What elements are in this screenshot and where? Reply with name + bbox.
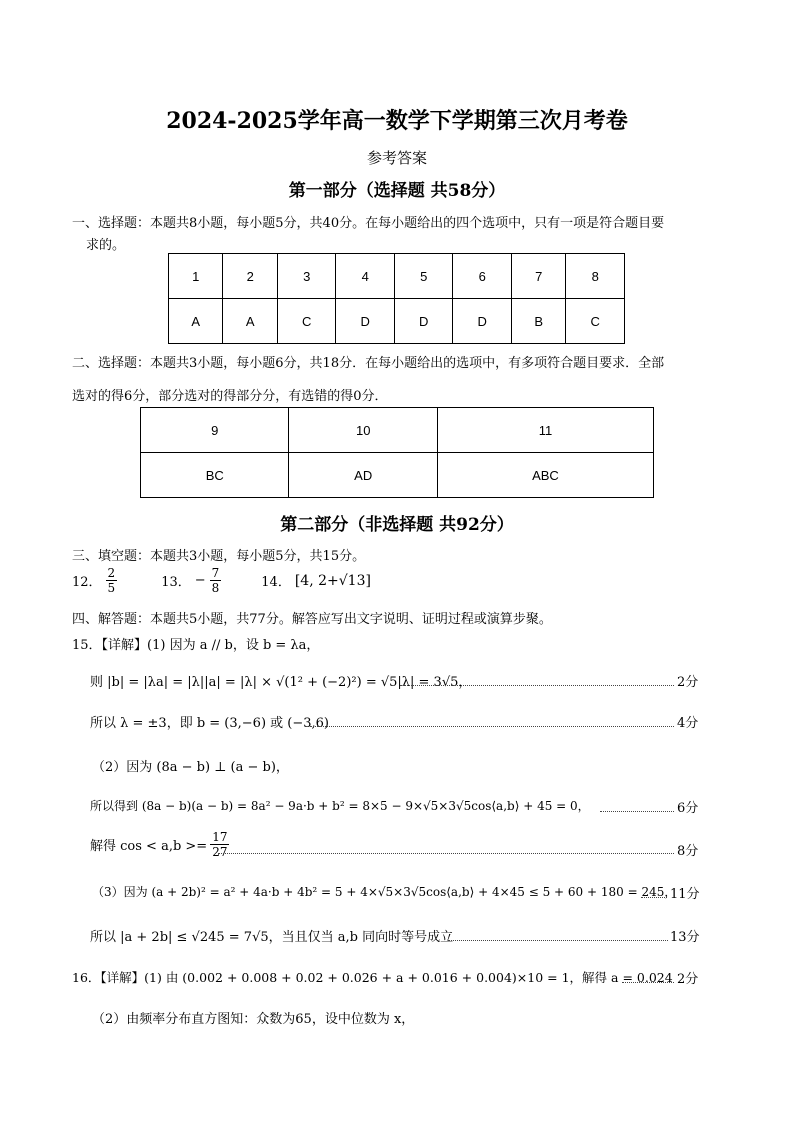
section1-instructions: 一、选择题：本题共8小题，每小题5分，共40分。在每小题给出的四个选项中，只有一项是符合题目要 [72, 216, 665, 231]
score-label: 6分 [677, 801, 699, 816]
section2-instructions: 二、选择题：本题共3小题，每小题6分，共18分．在每小题给出的选项中，有多项符合题目要求．全部 [72, 356, 665, 371]
answer-cell: D [336, 299, 395, 344]
answer-table-multi-choice [140, 407, 654, 498]
q13-denominator: 8 [211, 581, 220, 595]
answer-cell: A [223, 299, 277, 344]
question-number-cell: 7 [512, 254, 566, 299]
q15-line7: 所以 |a + 2b| ≤ √245 = 7√5，当且仅当 a,b 同向时等号成立 [90, 930, 454, 945]
part1-heading: 第一部分（选择题 共58分） [288, 181, 506, 201]
leader-dots [400, 685, 674, 686]
q12-fraction [106, 566, 118, 595]
q15-line5-text: 解得 cos < a,b >= [90, 839, 208, 854]
score-label: 11分 [670, 887, 700, 902]
q15-line4: 所以得到 (8a − b)(a − b) = 8a² − 9a·b + b² = 8×5 − 9×√5×3√5cos⟨a,b⟩ + 45 = 0， [90, 799, 590, 813]
answer-cell: B [512, 299, 566, 344]
answer-table-single-choice [168, 253, 625, 344]
leader-dots [600, 811, 674, 812]
q12-numerator: 2 [107, 566, 116, 580]
cos-denominator: 27 [212, 845, 228, 859]
leader-dots [448, 940, 668, 941]
question-number-cell: 9 [141, 408, 289, 453]
table-answer-row [169, 299, 625, 344]
q13-label: 13． [161, 575, 191, 590]
q13-numerator: 7 [211, 566, 220, 580]
q13-sign: − [194, 573, 206, 588]
question-number-cell: 4 [336, 254, 395, 299]
score-label: 2分 [677, 675, 699, 690]
section4-instructions: 四、解答题：本题共5小题，共77分。解答应写出文字说明、证明过程或演算步聚。 [72, 612, 552, 627]
q15-line2: 所以 λ = ±3，即 b = (3,−6) 或 (−3,6) [90, 716, 329, 731]
table-answer-row [141, 453, 654, 498]
q16-line1: 16．【详解】(1) 由 (0.002 + 0.008 + 0.02 + 0.026 + a + 0.016 + 0.004)×10 = 1，解得 a = 0.024 [72, 970, 673, 985]
cos-numerator: 17 [212, 830, 228, 844]
leader-dots [641, 897, 667, 898]
answer-cell: C [566, 299, 625, 344]
question-number-cell: 8 [566, 254, 625, 299]
answer-cell: D [453, 299, 512, 344]
table-header-row [141, 408, 654, 453]
q12-denominator: 5 [107, 581, 116, 595]
question-number-cell: 2 [223, 254, 277, 299]
q14-answer: [4, 2+√13] [294, 572, 371, 589]
answer-cell: C [277, 299, 336, 344]
q15-line6: （3）因为 (a + 2b)² = a² + 4a·b + 4b² = 5 + 4×√5×3√5cos⟨a,b⟩ + 4×45 ≤ 5 + 60 + 180 = 245， [92, 885, 677, 899]
answer-cell: D [394, 299, 453, 344]
cos-fraction [210, 830, 229, 859]
q13-fraction [210, 566, 222, 595]
answer-cell: BC [141, 453, 289, 498]
question-number-cell: 11 [437, 408, 653, 453]
score-label: 8分 [677, 844, 699, 859]
leader-dots [218, 853, 674, 854]
section2-instructions-cont: 选对的得6分，部分选对的得部分分，有选错的得0分． [72, 389, 388, 404]
section3-instructions: 三、填空题：本题共3小题，每小题5分，共15分。 [72, 549, 366, 564]
score-label: 4分 [677, 716, 699, 731]
q15-line3: （2）因为 (8a − b) ⊥ (a − b)， [92, 760, 289, 775]
answer-cell: A [169, 299, 223, 344]
question-number-cell: 3 [277, 254, 336, 299]
leader-dots [310, 726, 674, 727]
q12-label: 12． [72, 575, 102, 590]
leader-dots [622, 982, 674, 983]
page-subtitle: 参考答案 [366, 149, 427, 167]
section1-instructions-cont: 求的。 [86, 238, 126, 253]
table-header-row [169, 254, 625, 299]
fill-answers-row [72, 566, 371, 595]
answer-cell: ABC [437, 453, 653, 498]
score-label: 2分 [677, 972, 699, 987]
part2-heading: 第二部分（非选择题 共92分） [280, 515, 514, 535]
q15-line1: 则 |b| = |λa| = |λ||a| = |λ| × √(1² + (−2)²) = √5|λ| = 3√5， [90, 675, 472, 690]
question-number-cell: 6 [453, 254, 512, 299]
question-number-cell: 5 [394, 254, 453, 299]
q15-intro: 15．【详解】(1) 因为 a // b，设 b = λa， [72, 638, 320, 653]
q15-line5 [90, 830, 229, 859]
score-label: 13分 [670, 930, 700, 945]
question-number-cell: 10 [289, 408, 437, 453]
q16-line2: （2）由频率分布直方图知：众数为65，设中位数为 x， [92, 1012, 415, 1027]
q14-label: 14． [261, 575, 291, 590]
question-number-cell: 1 [169, 254, 223, 299]
page-title: 2024-2025学年高一数学下学期第三次月考卷 [166, 108, 628, 134]
answer-cell: AD [289, 453, 437, 498]
